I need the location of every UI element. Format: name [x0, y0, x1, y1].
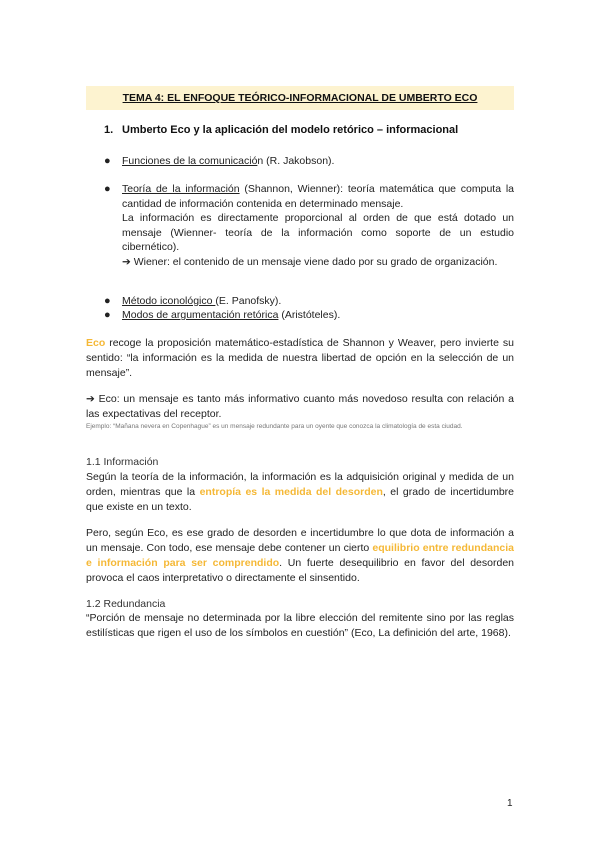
- highlight-eco: Eco: [86, 337, 106, 349]
- bullet-link[interactable]: Teoría de la información: [122, 183, 240, 195]
- bullet-link[interactable]: Modos de argumentación retórica: [122, 309, 279, 321]
- highlight-equilibrio: equilibrio entre redundancia e información para ser comprendido: [86, 542, 514, 569]
- bullet-text: (Shannon, Wienner): teoría matemática que computa la cantidad de información contenida en determinado mensaje.: [122, 183, 514, 210]
- subsection-heading-redundancia: 1.2 Redundancia: [86, 598, 166, 610]
- highlight-entropia: entropía es la medida del desorden: [199, 486, 383, 498]
- bullet-text: (Aristóteles).: [278, 309, 341, 321]
- paragraph-redundancia: “Porción de mensaje no determinada por la libre elección del remitente sino por las reglas estilísticas que rigen el uso de los símbolos en cuestión” (Eco, La definición del arte, 1968).: [86, 612, 514, 639]
- section-number: 1.: [104, 124, 114, 136]
- bullet-item: [104, 182, 514, 269]
- document-title: TEMA 4: EL ENFOQUE TEÓRICO-INFORMACIONAL DE UMBERTO ECO: [86, 86, 514, 110]
- bullet-icon: ●: [104, 309, 111, 321]
- example-note: Ejemplo: “Mañana nevera en Copenhague” es un mensaje redundante para un oyente que conozca la climatología de esta ciudad.: [86, 423, 463, 430]
- paragraph-text: Pero, según Eco, es ese grado de desorden e incertidumbre lo que dota de información a un mensaje. Con todo, ese mensaje debe contener un cierto: [86, 527, 514, 554]
- paragraph-text: recoge la proposición matemático-estadística de Shannon y Weaver, pero invierte su sentido: “la información es la medida de nuestra libertad de opción en la selección de un mensaje”.: [86, 337, 514, 379]
- bullet-item: [104, 294, 514, 309]
- subsection-heading-informacion: 1.1 Información: [86, 456, 159, 468]
- section-heading: [104, 124, 458, 136]
- bullet-item: [104, 154, 514, 169]
- bullet-item: [104, 308, 514, 323]
- paragraph-informacion-2: [86, 526, 514, 586]
- paragraph-text: Según la teoría de la información, la información es la adquisición original y medida de un orden, mientras que la: [86, 471, 514, 498]
- bullet-link[interactable]: Funciones de la comunicació: [122, 155, 258, 167]
- bullet-text: (E. Panofsky).: [215, 295, 282, 307]
- page-number: 1: [507, 798, 513, 809]
- bullet-icon: ●: [104, 295, 111, 307]
- section-title: Umberto Eco y la aplicación del modelo retórico – informacional: [122, 124, 459, 136]
- paragraph-eco: [86, 336, 514, 381]
- paragraph-text: . Un fuerte desequilibrio en favor del desorden provoca el caos interpretativo o directamente el sinsentido.: [86, 557, 515, 584]
- paragraph-text: , el grado de incertidumbre que existe en un texto.: [86, 486, 514, 513]
- paragraph-note: ➔ Eco: un mensaje es tanto más informativo cuanto más novedoso resulta con relación a las expectativas del receptor.: [86, 393, 514, 420]
- paragraph-informacion-1: [86, 470, 514, 515]
- bullet-icon: ●: [104, 183, 111, 195]
- bullet-link[interactable]: Método iconológico: [122, 295, 216, 307]
- bullet-extra: La información es directamente proporcional al orden de que está dotado un mensaje (Wienner- teoría de la información como soporte de un estudio cibernético).: [122, 212, 514, 253]
- bullet-text: n (R. Jakobson).: [257, 155, 335, 167]
- bullet-arrow-note: ➔ Wiener: el contenido de un mensaje viene dado por su grado de organización.: [122, 255, 498, 268]
- bullet-icon: ●: [104, 155, 111, 167]
